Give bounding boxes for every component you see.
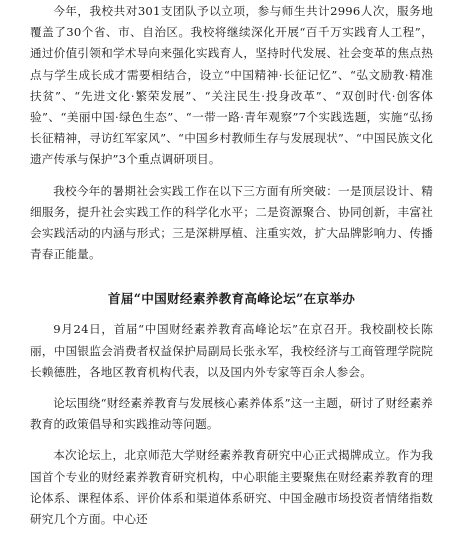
section-title: 首届“中国财经素养教育高峰论坛”在京举办 — [107, 291, 356, 307]
paragraph-forum-opening: 9月24日，首届“中国财经素养教育高峰论坛”在京召开。我校副校长陈丽，中国银监会消费者权益保护局副局长张永军，我校经济与工商管理学院院长赖德胜，各地区教育机构代表，以及国内外专家等百余人参会。 — [30, 322, 433, 379]
paragraph-breakthroughs: 我校今年的暑期社会实践工作在以下三方面有所突破：一是顶层设计、精细服务，提升社会实践工作的科学化水平；二是资源聚合、协同创新，丰富社会实践活动的内涵与形式；三是深耕厚植、注重实效，扩大品牌影响力、传播青春正能量。 — [30, 183, 433, 262]
paragraph-project-stats: 今年，我校共对301支团队予以立项，参与师生共计2996人次，服务地覆盖了30个省、市、自治区。我校将继续深化开展“百千万实践育人工程”，通过价值引领和学术导向来强化实践育人，坚持时代发展、社会变革的焦点热点与学生成长成才需要相结合，设立“中国精神·长征记忆”、“弘文励教·精准扶贫”、“先进文化·繁荣发展”、“关注民生·投身改革”、“双创时代·创客体验”、“美丽中国·绿色生态”、“一带一路·青年观察”7个实践选题，实施“弘扬长征精神，寻访红军家风”、“中国乡村教师生存与发展现状”、“中国民族文化遗产传承与保护”3个重点调研项目。 — [30, 4, 433, 167]
paragraph-forum-theme: 论坛围绕“财经素养教育与发展核心素养体系”这一主题，研讨了财经素养教育的政策倡导和实践推动等问题。 — [30, 396, 433, 432]
paragraph-research-center: 本次论坛上，北京师范大学财经素养教育研究中心正式揭牌成立。作为我国首个专业的财经素养教育研究机构，中心职能主要聚焦在财经素养教育的理论体系、课程体系、评价体系和渠道体系研究、中国金融市场投资者情绪指数研究几个方面。中心还 — [30, 448, 433, 527]
